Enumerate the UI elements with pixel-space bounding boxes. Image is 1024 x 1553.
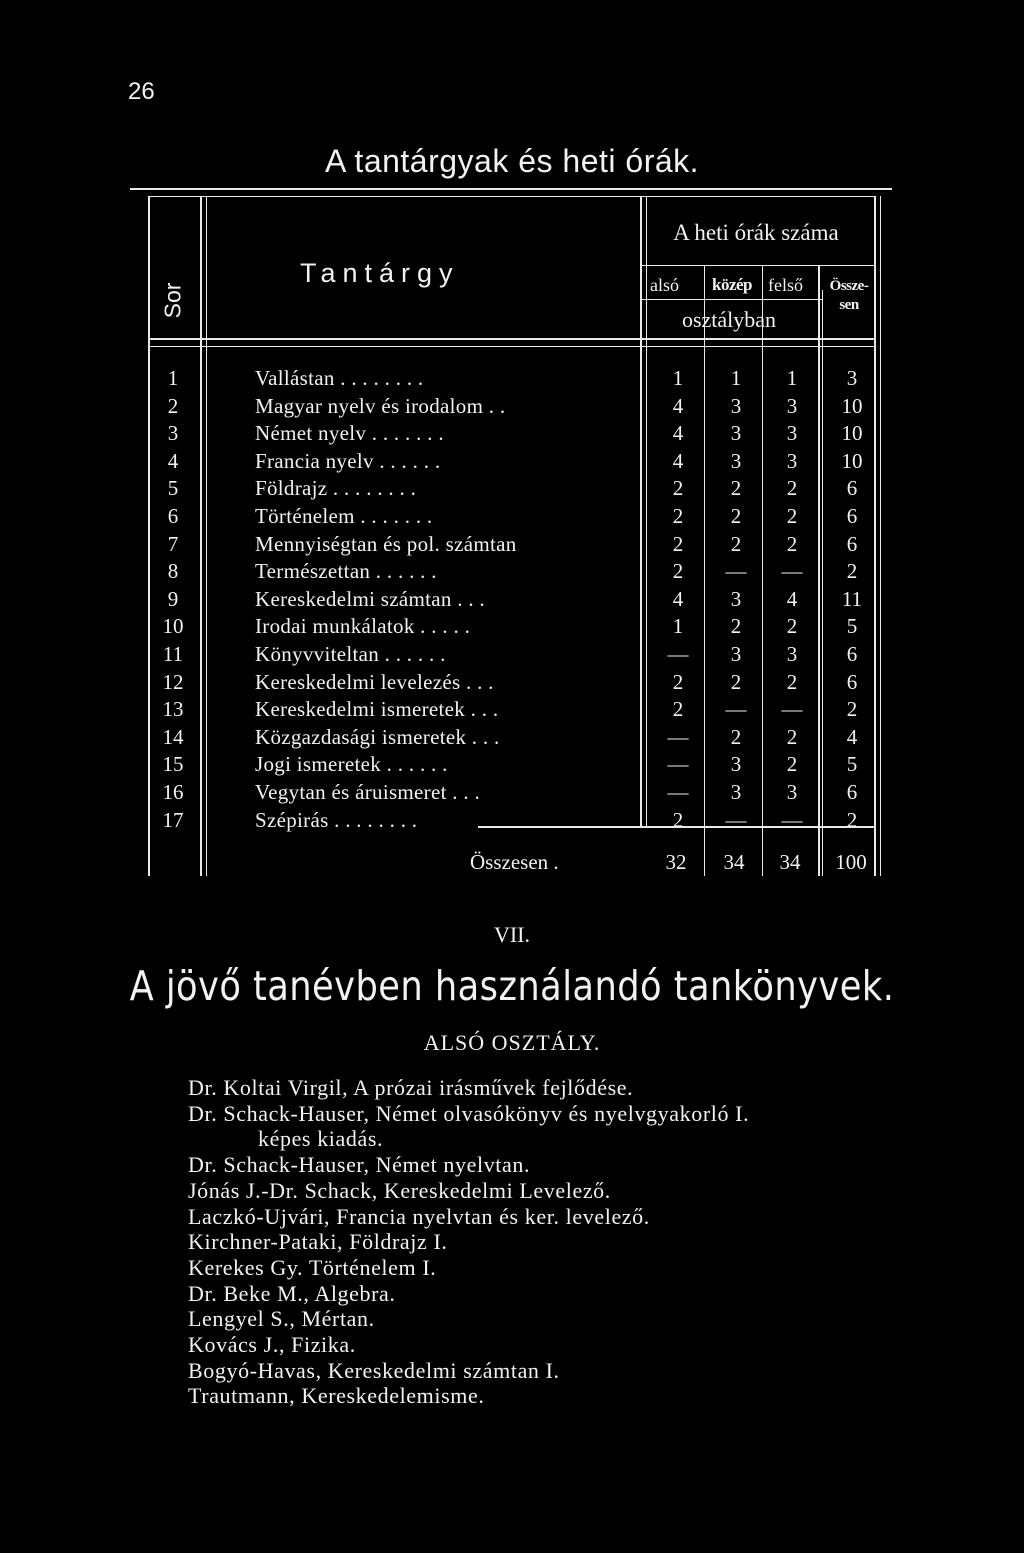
row-also: 1: [672, 366, 684, 390]
list-item: Dr. Schack-Hauser, Német olvasókönyv és nyelvgyakorló I.: [188, 1100, 750, 1126]
row-also: 4: [672, 421, 684, 446]
row-kozep: 1: [730, 366, 742, 390]
row-subject: Természettan . . . . . .: [255, 559, 437, 584]
row-felso: 2: [786, 614, 798, 639]
row-subject: Földrajz . . . . . . . .: [255, 476, 417, 501]
section-number: VII.: [493, 922, 531, 947]
table-row: [0, 778, 1024, 806]
header-kozep: közép: [712, 275, 752, 294]
row-also: —: [667, 752, 689, 777]
row-kozep: 3: [730, 586, 742, 611]
row-number: 7: [167, 531, 179, 556]
list-item: Lengyel S., Mértan.: [188, 1306, 375, 1332]
row-felso: 2: [786, 476, 798, 501]
table-row: [0, 392, 1024, 420]
row-kozep: 3: [730, 448, 742, 473]
list-item: Dr. Beke M., Algebra.: [188, 1280, 396, 1306]
row-number: 10: [162, 614, 184, 639]
row-number: 4: [167, 448, 179, 473]
row-kozep: —: [725, 697, 747, 722]
section-title: A jövő tanévben használandó tankönyvek.: [129, 962, 895, 1010]
row-subject: Francia nyelv . . . . . .: [255, 448, 441, 473]
table-row: [0, 750, 1024, 778]
section-subtitle: ALSÓ OSZTÁLY.: [423, 1030, 601, 1055]
row-kozep: 3: [730, 752, 742, 777]
row-felso: —: [781, 697, 803, 722]
total-felso: 34: [779, 850, 801, 874]
row-subject: Irodai munkálatok . . . . .: [255, 614, 471, 639]
row-kozep: 3: [730, 780, 742, 804]
table-row: [0, 612, 1024, 640]
row-subject: Német nyelv . . . . . . .: [255, 421, 444, 446]
row-felso: —: [781, 559, 803, 584]
table-row: [0, 474, 1024, 502]
list-item: Kerekes Gy. Történelem I.: [188, 1254, 437, 1280]
row-subject: Kereskedelmi levelezés . . .: [255, 669, 494, 694]
row-kozep: 2: [730, 614, 742, 639]
row-also: 1: [672, 614, 684, 639]
table-row: [0, 695, 1024, 723]
row-kozep: 2: [730, 476, 742, 501]
row-also: 2: [672, 531, 684, 556]
row-also: 2: [672, 504, 684, 528]
list-item: Dr. Koltai Virgil, A prózai irásművek fejlődése.: [188, 1075, 634, 1100]
row-total: 10: [841, 421, 863, 446]
header-bottom-rule: [148, 338, 876, 340]
row-kozep: 2: [730, 724, 742, 749]
row-number: 15: [162, 752, 184, 777]
row-number: 5: [167, 476, 179, 501]
header-osszesen: Össze- sen: [829, 278, 869, 313]
total-label: Összesen .: [470, 850, 559, 874]
row-kozep: 3: [730, 421, 742, 446]
total-kozep: 34: [723, 850, 745, 874]
row-felso: 1: [786, 366, 798, 390]
table-row: [0, 530, 1024, 558]
row-also: 2: [672, 697, 684, 722]
row-total: 6: [846, 504, 858, 528]
row-total: 10: [841, 393, 863, 418]
row-also: 2: [672, 807, 684, 832]
table-row: [0, 806, 1024, 834]
table-row: [0, 419, 1024, 447]
row-kozep: 2: [730, 669, 742, 694]
header-bottom-rule-2: [148, 346, 876, 347]
row-total: 6: [846, 780, 858, 804]
table-row: [0, 557, 1024, 585]
table-top-rule: [130, 188, 892, 190]
row-kozep: 3: [730, 642, 742, 666]
row-number: 6: [167, 504, 179, 528]
total-all: 100: [835, 850, 867, 874]
row-kozep: 3: [730, 393, 742, 418]
row-also: 4: [672, 586, 684, 611]
row-kozep: 2: [730, 504, 742, 528]
row-felso: 3: [786, 393, 798, 418]
header-heti-orak: A heti órák száma: [673, 220, 839, 245]
row-number: 8: [167, 559, 179, 584]
table-row: [0, 447, 1024, 475]
row-number: 16: [162, 780, 184, 804]
row-felso: 2: [786, 752, 798, 777]
row-felso: 3: [786, 421, 798, 446]
table-row: [0, 668, 1024, 696]
header-tantargy: Tantárgy: [300, 258, 460, 288]
row-felso: 2: [786, 531, 798, 556]
row-subject: Történelem . . . . . . .: [255, 504, 433, 528]
row-total: 5: [846, 614, 858, 639]
row-felso: 2: [786, 724, 798, 749]
row-total: 6: [846, 531, 858, 556]
header-subrule: [642, 265, 874, 266]
row-number: 14: [162, 724, 184, 749]
row-total: 10: [841, 448, 863, 473]
header-subrule-2: [642, 299, 822, 300]
row-number: 1: [167, 366, 179, 390]
header-osztalyban: osztályban: [681, 307, 777, 332]
list-item: Jónás J.-Dr. Schack, Kereskedelmi Levelező.: [188, 1177, 611, 1203]
row-subject: Kereskedelmi ismeretek . . .: [255, 697, 499, 722]
row-subject: Vallástan . . . . . . . .: [255, 366, 424, 390]
row-number: 3: [167, 421, 179, 446]
total-also: 32: [665, 850, 687, 874]
list-item: Kirchner-Pataki, Földrajz I.: [188, 1229, 448, 1255]
table-row: [0, 640, 1024, 668]
row-total: 2: [846, 559, 858, 584]
book-list: [188, 1075, 749, 1409]
row-total: 6: [846, 669, 858, 694]
row-number: 17: [162, 807, 184, 832]
page-number: 26: [128, 78, 155, 105]
row-felso: 2: [786, 504, 798, 528]
header-sor: Sor: [159, 282, 186, 318]
row-number: 9: [167, 586, 179, 611]
row-number: 2: [167, 393, 179, 418]
row-felso: —: [781, 807, 803, 832]
row-subject: Jogi ismeretek . . . . . .: [255, 752, 448, 777]
row-subject: Mennyiségtan és pol. számtan: [255, 531, 517, 556]
list-item: Kovács J., Fizika.: [188, 1332, 356, 1358]
row-felso: 2: [786, 669, 798, 694]
row-also: —: [667, 642, 689, 666]
row-total: 11: [841, 586, 863, 611]
row-also: —: [667, 724, 689, 749]
row-number: 13: [162, 697, 184, 722]
row-felso: 3: [786, 642, 798, 666]
header-also: alsó: [650, 275, 679, 295]
row-subject: Vegytan és áruismeret . . .: [255, 780, 481, 804]
row-also: —: [667, 780, 689, 804]
list-item: Bogyó-Havas, Kereskedelmi számtan I.: [188, 1357, 560, 1383]
row-subject: Szépirás . . . . . . . .: [255, 807, 418, 832]
row-number: 12: [162, 669, 184, 694]
row-total: 5: [846, 752, 858, 777]
row-kozep: —: [725, 559, 747, 584]
row-total: 2: [846, 697, 858, 722]
row-total: 6: [846, 476, 858, 501]
list-item: képes kiadás.: [258, 1126, 384, 1152]
row-total: 6: [846, 642, 858, 666]
total-row: [0, 848, 1024, 878]
list-item: Dr. Schack-Hauser, Német nyelvtan.: [188, 1152, 531, 1178]
table-row: [0, 585, 1024, 613]
row-number: 11: [162, 642, 184, 666]
table-top-rule-2: [148, 196, 876, 197]
row-also: 4: [672, 393, 684, 418]
row-total: 4: [846, 724, 858, 749]
row-also: 2: [672, 559, 684, 584]
row-felso: 4: [786, 586, 798, 611]
row-total: 3: [846, 366, 858, 390]
row-also: 2: [672, 476, 684, 501]
row-total: 2: [846, 807, 858, 832]
list-item: Laczkó-Ujvári, Francia nyelvtan és ker. levelező.: [188, 1203, 650, 1229]
row-also: 2: [672, 669, 684, 694]
page-title: A tantárgyak és heti órák.: [324, 143, 700, 179]
row-felso: 3: [786, 780, 798, 804]
row-subject: Magyar nyelv és irodalom . .: [255, 393, 506, 418]
row-also: 4: [672, 448, 684, 473]
row-kozep: 2: [730, 531, 742, 556]
list-item: Trautmann, Kereskedelemisme.: [188, 1383, 485, 1409]
row-subject: Könyvviteltan . . . . . .: [255, 642, 446, 666]
header-felso: felső: [768, 275, 803, 295]
table-row: [0, 364, 1024, 392]
row-felso: 3: [786, 448, 798, 473]
table-row: [0, 502, 1024, 530]
table-row: [0, 723, 1024, 751]
row-subject: Közgazdasági ismeretek . . .: [255, 724, 500, 749]
row-subject: Kereskedelmi számtan . . .: [255, 586, 485, 611]
row-kozep: —: [725, 807, 747, 832]
